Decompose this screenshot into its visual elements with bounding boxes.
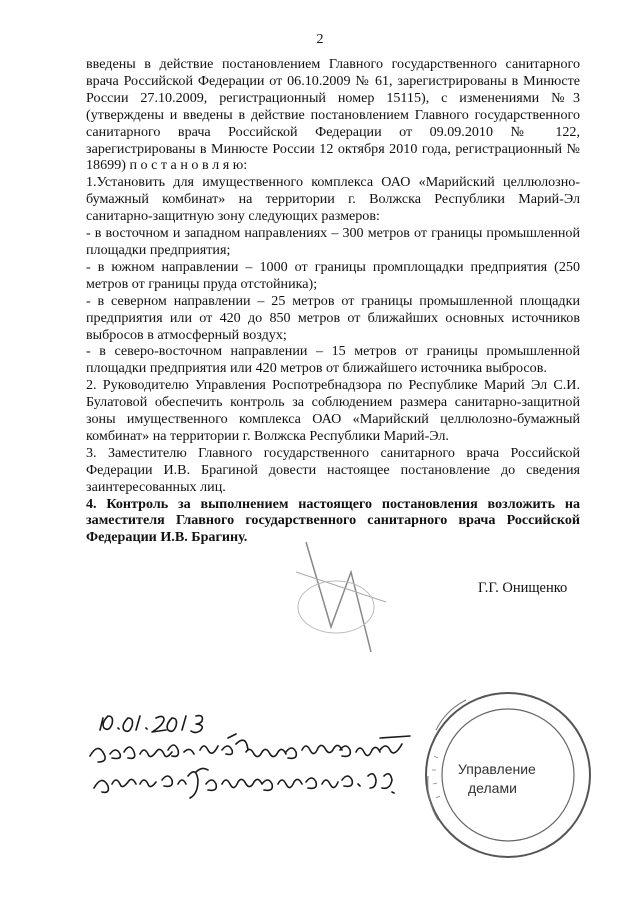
- signer-name: Г.Г. Онищенко: [478, 580, 568, 596]
- seal-line-1: Управление: [458, 761, 536, 777]
- paragraph-east-west: - в восточном и западном направлениях – 300 метров от границы промышленной площадки предприятия;: [86, 225, 580, 258]
- paragraph-north: - в северном направлении – 25 метров от границы промышленной площадки предприятия или от 420 до 850 метров от ближайших основных источников выбросов в атмосферный воздух;: [86, 292, 580, 343]
- official-seal: [408, 690, 608, 860]
- page-number: 2: [316, 32, 324, 47]
- paragraph-item-1: 1.Установить для имущественного комплекса ОАО «Марийский целлюлозно-бумажный комбинат» на территории г. Волжска Республики Марий-Эл санитарно-защитную зону следующих размеров:: [86, 174, 580, 225]
- paragraph-item-3: 3. Заместителю Главного государственного санитарного врача Российской Федерации И.В. Брагиной довести настоящее постановление до сведения заинтересованных лиц.: [86, 444, 580, 495]
- paragraph-item-4: 4. Контроль за выполнением настоящего постановления возложить на заместителя Главного государственного санитарного врача Российской Федерации И.В. Брагину.: [86, 495, 580, 546]
- paragraph-intro: введены в действие постановлением Главного государственного санитарного врача Российской Федерации от 06.10.2009 № 61, зарегистрированы в Минюсте России 27.10.2009, регистрационный номер 15115), с изменениями №3 (утверждены и введены в действие постановлением Главного государственного санитарного врача Российской Федерации от 09.09.2010 № 122, зарегистрированы в Минюсте России 12 октября 2010 года, регистрационный № 18699) п о с т а н о в л я ю:: [86, 56, 580, 174]
- paragraph-north-east: - в северо-восточном направлении – 15 метров от границы промышленной площадки предприятия или 420 метров от ближайшего источника выбросов.: [86, 343, 580, 377]
- paragraph-item-2: 2. Руководителю Управления Роспотребнадзора по Республике Марий Эл С.И. Булатовой обеспечить контроль за соблюдением размера санитарно-защитной зоны имущественного комплекса ОАО «Марийский целлюлозно-бумажный комбинат» на территории г. Волжска Республики Марий-Эл.: [86, 377, 580, 444]
- faint-stamp-mark: [276, 532, 406, 662]
- document-body: [86, 56, 580, 546]
- seal-line-2: делами: [468, 780, 517, 796]
- paragraph-south: - в южном направлении – 1000 от границы промплощадки предприятия (250 метров от границы пруда отстойника);: [86, 258, 580, 292]
